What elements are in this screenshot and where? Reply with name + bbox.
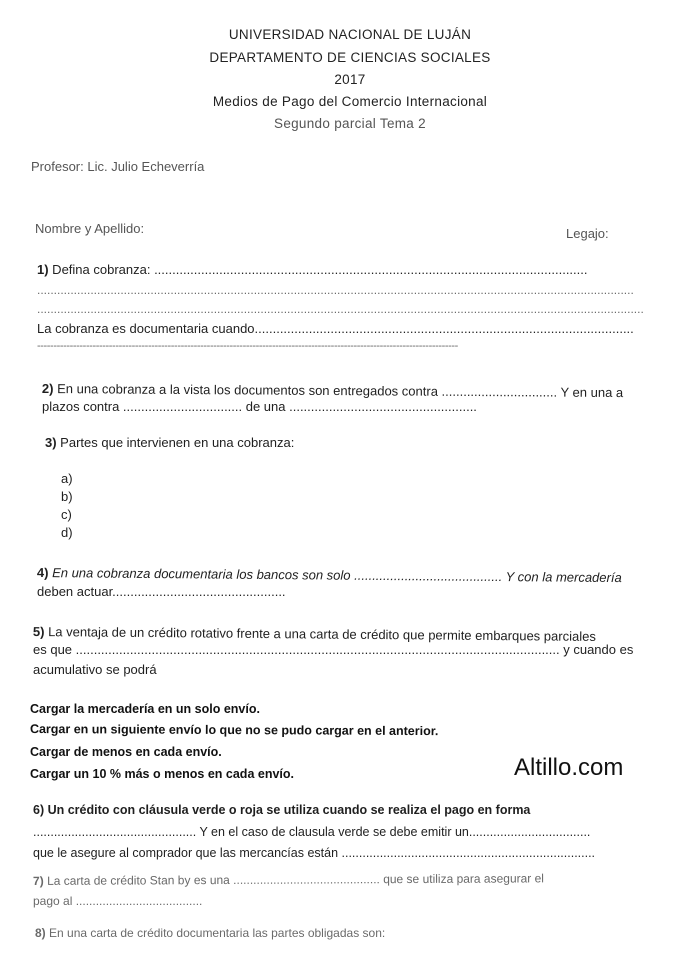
question-2-number: 2) (41, 381, 54, 397)
question-8-text: En una carta de crédito documentaria las partes obligadas son: (45, 926, 386, 940)
question-3-item-b: b) (61, 489, 73, 504)
question-6 (33, 803, 530, 817)
name-label: Nombre y Apellido: (35, 221, 145, 236)
question-4-number: 4) (36, 565, 49, 581)
watermark-altillo: Altillo.com (514, 754, 624, 781)
question-6-text: Un crédito con cláusula verde o roja se utiliza cuando se realiza el pago en forma (44, 803, 531, 817)
question-4-text: En una cobranza documentaria los bancos son solo ......................................... Y con la mercadería (48, 565, 622, 586)
question-3-number: 3) (45, 435, 57, 450)
question-1-number: 1) (37, 262, 49, 277)
question-8 (35, 926, 385, 940)
question-7-text: La carta de crédito Stan by es una ............................................ que se utiliza para asegurar el (43, 871, 544, 888)
question-3-item-c: c) (61, 507, 72, 522)
exam-year: 2017 (334, 72, 366, 87)
question-2 (42, 381, 623, 400)
question-5 (33, 624, 596, 644)
exam-subtitle: Segundo parcial Tema 2 (274, 116, 426, 131)
question-4-line-2: deben actuar................................................ (37, 584, 286, 599)
question-6-line-2: ............................................... Y en el caso de clausula verde se debe emitir un................................... (33, 825, 591, 839)
question-5-line-3: acumulativo se podrá (33, 662, 157, 677)
course-title: Medios de Pago del Comercio Internacional (212, 94, 488, 109)
question-5-line-2: es que ...................................................................................................................................... y cuando es (33, 642, 634, 657)
question-1 (37, 262, 588, 277)
university-title: UNIVERSIDAD NACIONAL DE LUJÁN (228, 27, 472, 42)
question-2-line-2: plazos contra ................................. de una .................................................... (42, 399, 477, 414)
question-1-answer-line: --------------------------------------------------------------------------------------------------------------------------------- (37, 340, 458, 352)
question-5-option: Cargar de menos en cada envío. (30, 745, 222, 759)
question-1-answer-line: ................................................................................................................................................................................... (37, 283, 634, 297)
question-7 (33, 871, 544, 888)
question-8-number: 8) (35, 926, 46, 940)
question-1-text: Defina cobranza: ........................................................................................................................ (48, 262, 588, 277)
professor-line: Profesor: Lic. Julio Echeverría (31, 159, 205, 174)
question-3-item-d: d) (61, 525, 73, 540)
question-5-option: Cargar un 10 % más o menos en cada envío. (30, 767, 294, 781)
question-1-answer-line: ...................................................................................................................................................................................... (37, 302, 644, 316)
question-1-part-b: La cobranza es documentaria cuando......................................................................................................... (37, 321, 634, 336)
department-title: DEPARTAMENTO DE CIENCIAS SOCIALES (209, 50, 491, 65)
question-5-option: Cargar la mercadería en un solo envío. (30, 702, 260, 716)
question-5-option: Cargar en un siguiente envío lo que no se pudo cargar en el anterior. (29, 722, 439, 739)
question-2-text: En una cobranza a la vista los documentos son entregados contra ................................ Y en una a (53, 381, 624, 401)
legajo-label: Legajo: (566, 226, 609, 241)
question-6-number: 6) (33, 803, 45, 817)
question-3 (45, 435, 294, 450)
question-5-text: La ventaja de un crédito rotativo frente a una carta de crédito que permite embarques parciales (44, 624, 596, 644)
question-7-line-2: pago al ...................................... (33, 894, 203, 908)
question-3-item-a: a) (61, 471, 73, 486)
question-5-number: 5) (32, 624, 45, 640)
question-4 (37, 565, 622, 585)
question-3-text: Partes que intervienen en una cobranza: (56, 435, 295, 450)
question-7-number: 7) (33, 873, 44, 888)
question-6-line-3: que le asegure al comprador que las mercancías están ......................................................................... (33, 846, 596, 860)
